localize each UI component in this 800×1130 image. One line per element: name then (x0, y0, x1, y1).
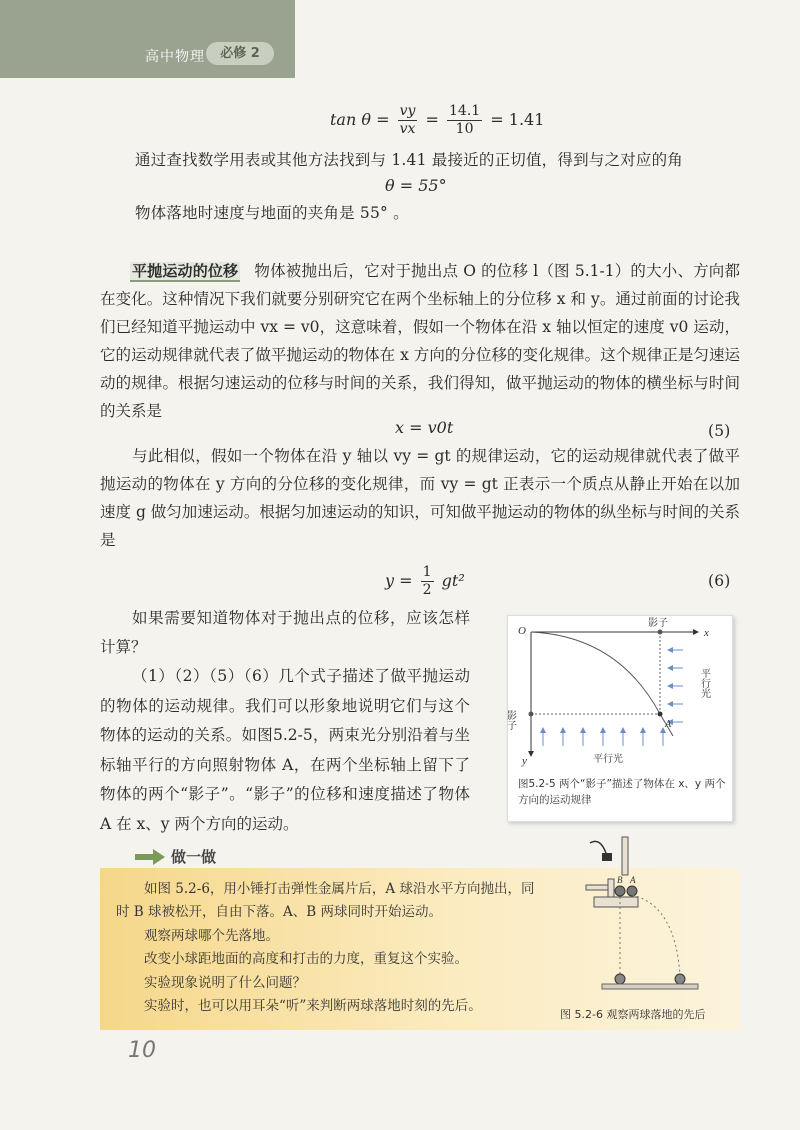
ball-b (615, 886, 625, 896)
light-arrows-right (668, 650, 683, 722)
stand-base (594, 897, 638, 907)
frac-num: 14.1 (449, 103, 481, 119)
paragraph-displacement (100, 257, 740, 425)
hammer-handle (622, 837, 628, 875)
eq-tan-lhs: tan θ = (330, 110, 390, 129)
stand-post (608, 879, 614, 899)
book-title: 高中物理 (145, 49, 205, 65)
frac-den: vx (399, 121, 416, 137)
fraction-half (421, 564, 434, 599)
ball-a-label: A (630, 875, 636, 885)
equation-6 (385, 564, 465, 599)
page-header (0, 0, 295, 78)
hammer-head (602, 853, 612, 861)
frac-num: vy (399, 103, 416, 119)
figure-5-2-6-apparatus (580, 835, 700, 1000)
frac-den: 10 (455, 121, 474, 137)
shadow-y-label: 影子 (504, 710, 516, 730)
eq-sign: = (425, 110, 439, 129)
fraction-vy-vx (398, 103, 418, 138)
arrow-icon (135, 849, 165, 865)
figure-5-2-5 (504, 615, 733, 822)
doit-title: 做一做 (171, 848, 217, 866)
equation-5: x = v0t (395, 418, 454, 437)
fall-path-a (632, 895, 680, 975)
equation-theta: θ = 55° (385, 176, 447, 195)
doit-heading (135, 846, 216, 867)
doit-line: 实验现象说明了什么问题？ (144, 974, 306, 991)
ball-b-label: B (617, 875, 623, 885)
shadow-x-label: 影子 (648, 618, 668, 629)
text-line: 物体落地时速度与地面的夹角是 55° 。 (135, 204, 409, 222)
ball-a-landed (675, 974, 685, 984)
paragraph-text: 如果需要知道物体对于抛出点的位移，应该怎样计算？ (100, 609, 470, 656)
ball-b-landed (615, 974, 625, 984)
doit-line: 改变小球距地面的高度和打击的力度，重复这个实验。 (144, 951, 468, 968)
paragraph-text: 物体被抛出后，它对于抛出点 O 的位移 l（图 5.1-1）的大小、方向都在变化。这种情况下我们就要分别研究它在两个坐标轴上的分位移 x 和 y。通过前面的讨论我们已经知道平抛运动中 vx = v0，这意味着，假如一个物体在沿 x 轴以恒定的速度 v0 运动，它的运动规律就代表了做平抛运动的物体在 x 方向的分位移的变化规律。这个规律正是匀速运动的规律。根据匀速运动的位移与时间的关系，我们得知，做平抛运动的物体的横坐标与时间的关系是 (100, 262, 740, 420)
paragraph-text: （1）（2）（5）（6）几个式子描述了做平抛运动的物体的运动规律。我们可以形象地说明它们与这个物体的运动的关系。如图5.2-5，两束光分别沿着与坐标轴平行的方向照射物体 A，在两个坐标轴上留下了物体的两个“影子”。“影子”的位移和速度描述了物体 A 在 x、y 两个方向的运动。 (100, 667, 470, 833)
volume-badge: 必修 2 (206, 42, 274, 65)
metal-strip (586, 885, 608, 890)
page-number: 10 (128, 1038, 156, 1063)
figure-caption: 图 5.2-6 观察两球落地的先后 (560, 1008, 706, 1021)
paragraph-text: 与此相似，假如一个物体在沿 y 轴以 vy = gt 的规律运动，它的运动规律就代表了做平抛运动的物体在 y 方向的分位移的变化规律，而 vy = gt 正表示一个质点从静止开始在以加速度 g 做匀加速运动。根据匀加速运动的知识，可知做平抛运动的物体的纵坐标与时间的关系是 (100, 447, 740, 549)
light-right-label: 平行光 (698, 668, 710, 698)
x-axis-label: x (704, 627, 709, 639)
section-title: 平抛运动的位移 (132, 262, 239, 280)
equation-tan (330, 103, 544, 138)
equation-number: (6) (708, 572, 731, 590)
paragraph-y-motion (100, 442, 740, 554)
shadow-point-x (658, 630, 663, 635)
doit-line: 观察两球哪个先落地。 (144, 927, 279, 944)
equation-number: (5) (708, 422, 731, 440)
paragraph-question (100, 604, 470, 662)
shadow-diagram (504, 616, 732, 776)
light-arrows-bottom (543, 728, 663, 746)
doit-text (116, 878, 546, 1018)
doit-line: 实验时，也可以用耳朵“听”来判断两球落地时刻的先后。 (144, 998, 482, 1015)
hammer-swing-icon (590, 841, 606, 853)
text-line: 通过查找数学用表或其他方法找到与 1.41 最接近的正切值，得到与之对应的角 (135, 151, 683, 169)
paragraph-shadows (100, 662, 470, 839)
object-a-point (658, 712, 663, 717)
ground (602, 984, 698, 989)
frac-den: 2 (422, 582, 432, 598)
ball-a (627, 886, 637, 896)
object-a-label: A (665, 719, 672, 730)
light-bottom-label: 平行光 (593, 754, 623, 765)
shadow-point-y (529, 712, 534, 717)
fraction-values (447, 103, 482, 138)
origin-label: O (518, 625, 526, 637)
eq-lhs: y = (385, 571, 413, 590)
figure-caption: 图5.2-5 两个“影子”描述了物体在 x、y 两个方向的运动规律 (518, 778, 726, 806)
doit-line: 如图 5.2-6，用小锤打击弹性金属片后，A 球沿水平方向抛出，同时 B 球被松开，自由下落。A、B 两球同时开始运动。 (116, 881, 535, 921)
y-axis-label: y (522, 755, 527, 767)
eq-tan-rhs: = 1.41 (490, 110, 545, 129)
trajectory-curve (531, 632, 660, 714)
eq-rhs: gt² (441, 571, 465, 590)
frac-num: 1 (422, 564, 432, 580)
